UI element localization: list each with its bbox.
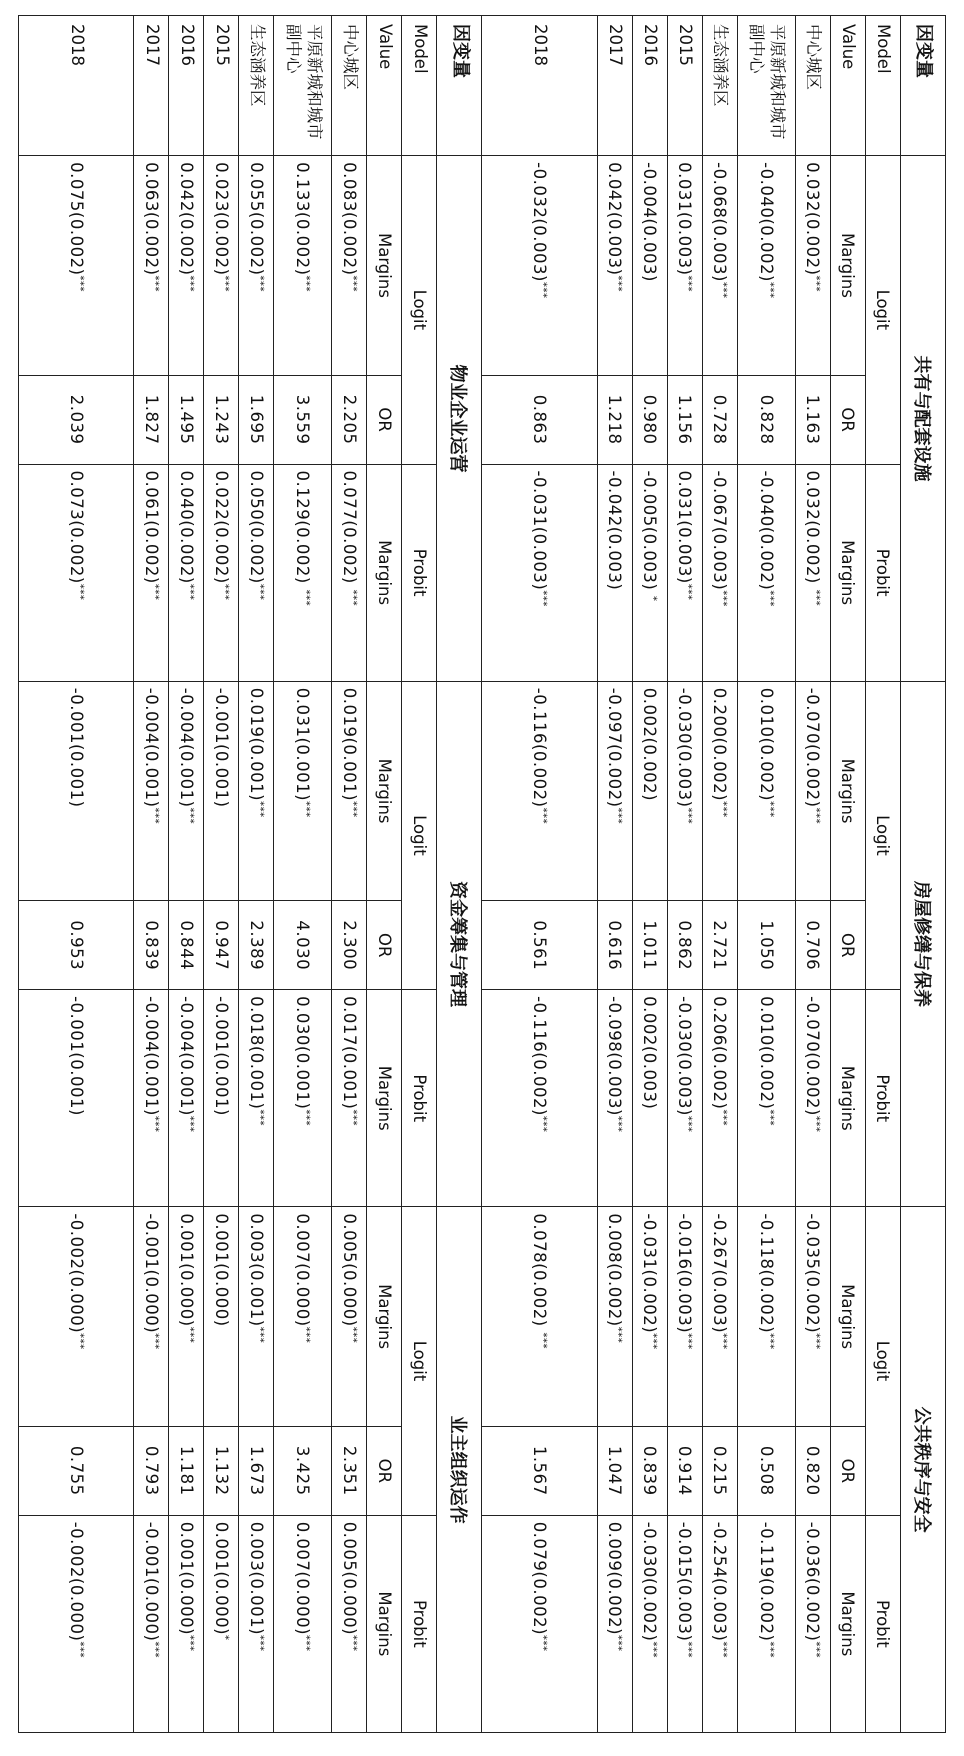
odds-ratio-cell: 1.827 bbox=[134, 375, 169, 464]
margin-cell: -0.042(0.003) bbox=[598, 464, 633, 681]
margin-cell: -0.098(0.003)*** bbox=[598, 990, 633, 1207]
margin-cell: -0.040(0.002)*** bbox=[738, 156, 796, 376]
probit-header: Probit bbox=[402, 1515, 437, 1732]
row-label: 平原新城和城市副中心 bbox=[738, 16, 796, 156]
margin-cell: 0.079(0.002)*** bbox=[482, 1515, 598, 1732]
margin-cell: 0.200(0.002)*** bbox=[703, 681, 738, 901]
margin-cell: -0.067(0.003)*** bbox=[703, 464, 738, 681]
margins-header: Margins bbox=[367, 156, 402, 376]
margin-cell: -0.001(0.001) bbox=[19, 681, 135, 901]
margin-cell: -0.035(0.002)*** bbox=[796, 1207, 831, 1427]
table-row bbox=[332, 16, 367, 1733]
odds-ratio-cell: 0.215 bbox=[703, 1426, 738, 1515]
margin-cell: 0.030(0.001)*** bbox=[274, 990, 332, 1207]
logit-header: Logit bbox=[402, 156, 437, 464]
margin-cell: 0.009(0.002)*** bbox=[598, 1515, 633, 1732]
margin-cell: -0.118(0.002)*** bbox=[738, 1207, 796, 1427]
odds-ratio-cell: 0.980 bbox=[633, 375, 668, 464]
margin-cell: -0.001(0.001) bbox=[204, 681, 239, 901]
value-label: Value bbox=[367, 16, 402, 156]
table-row bbox=[134, 16, 169, 1733]
odds-ratio-cell: 0.616 bbox=[598, 901, 633, 990]
margin-cell: -0.015(0.003)*** bbox=[668, 1515, 703, 1732]
odds-ratio-cell: 0.508 bbox=[738, 1426, 796, 1515]
table-row bbox=[668, 16, 703, 1733]
odds-ratio-cell: 1.567 bbox=[482, 1426, 598, 1515]
table-row bbox=[598, 16, 633, 1733]
or-header: OR bbox=[831, 375, 866, 464]
margin-cell: 0.007(0.000)*** bbox=[274, 1207, 332, 1427]
logit-header: Logit bbox=[866, 681, 901, 989]
margin-cell: -0.031(0.003)*** bbox=[482, 464, 598, 681]
odds-ratio-cell: 0.561 bbox=[482, 901, 598, 990]
row-label: 2015 bbox=[204, 16, 239, 156]
margin-cell: -0.004(0.001)*** bbox=[134, 681, 169, 901]
regression-table bbox=[18, 15, 946, 1733]
model-label: Model bbox=[866, 16, 901, 156]
group-header: 业主组织运作 bbox=[437, 1207, 482, 1733]
row-label: 2017 bbox=[134, 16, 169, 156]
header-row-model bbox=[402, 16, 437, 1733]
odds-ratio-cell: 1.243 bbox=[204, 375, 239, 464]
or-header: OR bbox=[367, 901, 402, 990]
margin-cell: 0.002(0.003) bbox=[633, 990, 668, 1207]
margin-cell: 0.083(0.002)*** bbox=[332, 156, 367, 376]
margin-cell: -0.070(0.002)*** bbox=[796, 681, 831, 901]
probit-header: Probit bbox=[402, 464, 437, 681]
odds-ratio-cell: 1.047 bbox=[598, 1426, 633, 1515]
probit-header: Probit bbox=[866, 464, 901, 681]
odds-ratio-cell: 1.695 bbox=[239, 375, 274, 464]
row-label: 2017 bbox=[598, 16, 633, 156]
margin-cell: -0.001(0.001) bbox=[204, 990, 239, 1207]
margin-cell: 0.206(0.002)*** bbox=[703, 990, 738, 1207]
margin-cell: 0.001(0.000)*** bbox=[169, 1515, 204, 1732]
group-header: 物业企业运营 bbox=[437, 156, 482, 682]
margin-cell: -0.116(0.002)*** bbox=[482, 681, 598, 901]
margin-cell: -0.004(0.001)*** bbox=[134, 990, 169, 1207]
table-row bbox=[204, 16, 239, 1733]
margins-header: Margins bbox=[367, 681, 402, 901]
header-row-groups bbox=[437, 16, 482, 1733]
odds-ratio-cell: 2.039 bbox=[19, 375, 135, 464]
odds-ratio-cell: 1.495 bbox=[169, 375, 204, 464]
margin-cell: -0.002(0.000)*** bbox=[19, 1207, 135, 1427]
odds-ratio-cell: 0.863 bbox=[482, 375, 598, 464]
row-label: 2016 bbox=[169, 16, 204, 156]
margins-header: Margins bbox=[831, 1515, 866, 1732]
table-row bbox=[19, 16, 135, 1733]
margin-cell: 0.003(0.001)*** bbox=[239, 1207, 274, 1427]
header-row-stats bbox=[831, 16, 866, 1733]
table-row bbox=[633, 16, 668, 1733]
margin-cell: 0.001(0.000)*** bbox=[169, 1207, 204, 1427]
margin-cell: -0.267(0.003)*** bbox=[703, 1207, 738, 1427]
row-label: 2018 bbox=[482, 16, 598, 156]
margin-cell: 0.018(0.001)*** bbox=[239, 990, 274, 1207]
row-label: 中心城区 bbox=[796, 16, 831, 156]
margin-cell: -0.030(0.002)*** bbox=[633, 1515, 668, 1732]
margin-cell: 0.031(0.001)*** bbox=[274, 681, 332, 901]
odds-ratio-cell: 0.839 bbox=[633, 1426, 668, 1515]
margin-cell: 0.023(0.002)*** bbox=[204, 156, 239, 376]
margins-header: Margins bbox=[831, 156, 866, 376]
row-label: 2018 bbox=[19, 16, 135, 156]
margins-header: Margins bbox=[367, 1515, 402, 1732]
margin-cell: 0.061(0.002)*** bbox=[134, 464, 169, 681]
odds-ratio-cell: 0.844 bbox=[169, 901, 204, 990]
margins-header: Margins bbox=[367, 1207, 402, 1427]
margin-cell: 0.005(0.000)*** bbox=[332, 1207, 367, 1427]
logit-header: Logit bbox=[402, 681, 437, 989]
margin-cell: 0.032(0.002) *** bbox=[796, 464, 831, 681]
margin-cell: 0.001(0.000) bbox=[204, 1207, 239, 1427]
margin-cell: 0.129(0.002) *** bbox=[274, 464, 332, 681]
table-row bbox=[703, 16, 738, 1733]
margin-cell: 0.022(0.002)*** bbox=[204, 464, 239, 681]
or-header: OR bbox=[367, 375, 402, 464]
odds-ratio-cell: 0.862 bbox=[668, 901, 703, 990]
margin-cell: -0.116(0.002)*** bbox=[482, 990, 598, 1207]
odds-ratio-cell: 1.163 bbox=[796, 375, 831, 464]
margin-cell: -0.036(0.002)*** bbox=[796, 1515, 831, 1732]
probit-header: Probit bbox=[866, 1515, 901, 1732]
odds-ratio-cell: 0.947 bbox=[204, 901, 239, 990]
margin-cell: -0.254(0.003)*** bbox=[703, 1515, 738, 1732]
margin-cell: 0.073(0.002)*** bbox=[19, 464, 135, 681]
logit-header: Logit bbox=[402, 1207, 437, 1515]
or-header: OR bbox=[831, 901, 866, 990]
margins-header: Margins bbox=[831, 1207, 866, 1427]
margin-cell: -0.004(0.003) bbox=[633, 156, 668, 376]
odds-ratio-cell: 1.218 bbox=[598, 375, 633, 464]
margin-cell: -0.001(0.001) bbox=[19, 990, 135, 1207]
group-header: 资金筹集与管理 bbox=[437, 681, 482, 1207]
table-row bbox=[274, 16, 332, 1733]
margin-cell: -0.040(0.002)*** bbox=[738, 464, 796, 681]
odds-ratio-cell: 1.181 bbox=[169, 1426, 204, 1515]
odds-ratio-cell: 1.011 bbox=[633, 901, 668, 990]
margin-cell: 0.031(0.003)*** bbox=[668, 464, 703, 681]
margins-header: Margins bbox=[831, 464, 866, 681]
odds-ratio-cell: 1.673 bbox=[239, 1426, 274, 1515]
margin-cell: -0.031(0.002)*** bbox=[633, 1207, 668, 1427]
odds-ratio-cell: 0.755 bbox=[19, 1426, 135, 1515]
margin-cell: -0.005(0.003) * bbox=[633, 464, 668, 681]
or-header: OR bbox=[831, 1426, 866, 1515]
margins-header: Margins bbox=[831, 681, 866, 901]
header-row-model bbox=[866, 16, 901, 1733]
margin-cell: 0.010(0.002)*** bbox=[738, 990, 796, 1207]
table-body bbox=[19, 16, 946, 1733]
odds-ratio-cell: 3.559 bbox=[274, 375, 332, 464]
logit-header: Logit bbox=[866, 156, 901, 464]
margin-cell: 0.133(0.002)*** bbox=[274, 156, 332, 376]
margin-cell: 0.003(0.001)*** bbox=[239, 1515, 274, 1732]
margin-cell: 0.005(0.000)*** bbox=[332, 1515, 367, 1732]
row-label: 平原新城和城市副中心 bbox=[274, 16, 332, 156]
margin-cell: 0.042(0.003)*** bbox=[598, 156, 633, 376]
row-label: 2016 bbox=[633, 16, 668, 156]
row-label: 生态涵养区 bbox=[703, 16, 738, 156]
margin-cell: -0.001(0.000)*** bbox=[134, 1207, 169, 1427]
margin-cell: -0.119(0.002)*** bbox=[738, 1515, 796, 1732]
margins-header: Margins bbox=[831, 990, 866, 1207]
odds-ratio-cell: 3.425 bbox=[274, 1426, 332, 1515]
odds-ratio-cell: 0.706 bbox=[796, 901, 831, 990]
margin-cell: 0.001(0.000)* bbox=[204, 1515, 239, 1732]
odds-ratio-cell: 2.205 bbox=[332, 375, 367, 464]
group-header: 公共秩序与安全 bbox=[901, 1207, 946, 1733]
probit-header: Probit bbox=[866, 990, 901, 1207]
margin-cell: -0.032(0.003)*** bbox=[482, 156, 598, 376]
margin-cell: -0.030(0.003)*** bbox=[668, 681, 703, 901]
margins-header: Margins bbox=[367, 990, 402, 1207]
odds-ratio-cell: 2.721 bbox=[703, 901, 738, 990]
margin-cell: -0.016(0.003)*** bbox=[668, 1207, 703, 1427]
margin-cell: 0.042(0.002)*** bbox=[169, 156, 204, 376]
margin-cell: -0.002(0.000)*** bbox=[19, 1515, 135, 1732]
odds-ratio-cell: 1.156 bbox=[668, 375, 703, 464]
margin-cell: 0.002(0.002) bbox=[633, 681, 668, 901]
margin-cell: 0.040(0.002)*** bbox=[169, 464, 204, 681]
margin-cell: 0.050(0.002)*** bbox=[239, 464, 274, 681]
margin-cell: -0.097(0.002)*** bbox=[598, 681, 633, 901]
logit-header: Logit bbox=[866, 1207, 901, 1515]
margin-cell: 0.032(0.002)*** bbox=[796, 156, 831, 376]
margin-cell: -0.070(0.002)*** bbox=[796, 990, 831, 1207]
table-row bbox=[738, 16, 796, 1733]
odds-ratio-cell: 0.839 bbox=[134, 901, 169, 990]
header-row-groups bbox=[901, 16, 946, 1733]
margin-cell: -0.068(0.003)*** bbox=[703, 156, 738, 376]
margin-cell: -0.004(0.001)*** bbox=[169, 990, 204, 1207]
odds-ratio-cell: 0.793 bbox=[134, 1426, 169, 1515]
odds-ratio-cell: 0.728 bbox=[703, 375, 738, 464]
odds-ratio-cell: 2.351 bbox=[332, 1426, 367, 1515]
odds-ratio-cell: 0.820 bbox=[796, 1426, 831, 1515]
margin-cell: 0.010(0.002)*** bbox=[738, 681, 796, 901]
margin-cell: 0.019(0.001)*** bbox=[239, 681, 274, 901]
group-header: 房屋修缮与保养 bbox=[901, 681, 946, 1207]
dependent-variable-label: 因变量 bbox=[901, 16, 946, 156]
margin-cell: 0.078(0.002) *** bbox=[482, 1207, 598, 1427]
table-row bbox=[482, 16, 598, 1733]
header-row-stats bbox=[367, 16, 402, 1733]
row-label: 2015 bbox=[668, 16, 703, 156]
margin-cell: 0.063(0.002)*** bbox=[134, 156, 169, 376]
odds-ratio-cell: 2.389 bbox=[239, 901, 274, 990]
margin-cell: 0.077(0.002) *** bbox=[332, 464, 367, 681]
margin-cell: 0.055(0.002)*** bbox=[239, 156, 274, 376]
margin-cell: -0.001(0.000)*** bbox=[134, 1515, 169, 1732]
group-header: 共有与配套设施 bbox=[901, 156, 946, 682]
table-row bbox=[796, 16, 831, 1733]
odds-ratio-cell: 1.050 bbox=[738, 901, 796, 990]
margin-cell: 0.019(0.001)*** bbox=[332, 681, 367, 901]
dependent-variable-label: 因变量 bbox=[437, 16, 482, 156]
margin-cell: -0.004(0.001)*** bbox=[169, 681, 204, 901]
row-label: 生态涵养区 bbox=[239, 16, 274, 156]
table-row bbox=[239, 16, 274, 1733]
row-label: 中心城区 bbox=[332, 16, 367, 156]
margin-cell: 0.031(0.003)*** bbox=[668, 156, 703, 376]
or-header: OR bbox=[367, 1426, 402, 1515]
margin-cell: 0.008(0.002)*** bbox=[598, 1207, 633, 1427]
margins-header: Margins bbox=[367, 464, 402, 681]
probit-header: Probit bbox=[402, 990, 437, 1207]
odds-ratio-cell: 2.300 bbox=[332, 901, 367, 990]
odds-ratio-cell: 0.953 bbox=[19, 901, 135, 990]
table-row bbox=[169, 16, 204, 1733]
odds-ratio-cell: 0.828 bbox=[738, 375, 796, 464]
odds-ratio-cell: 4.030 bbox=[274, 901, 332, 990]
margin-cell: 0.017(0.001)*** bbox=[332, 990, 367, 1207]
odds-ratio-cell: 1.132 bbox=[204, 1426, 239, 1515]
value-label: Value bbox=[831, 16, 866, 156]
margin-cell: 0.007(0.000)*** bbox=[274, 1515, 332, 1732]
odds-ratio-cell: 0.914 bbox=[668, 1426, 703, 1515]
margin-cell: 0.075(0.002)*** bbox=[19, 156, 135, 376]
margin-cell: -0.030(0.003)*** bbox=[668, 990, 703, 1207]
model-label: Model bbox=[402, 16, 437, 156]
